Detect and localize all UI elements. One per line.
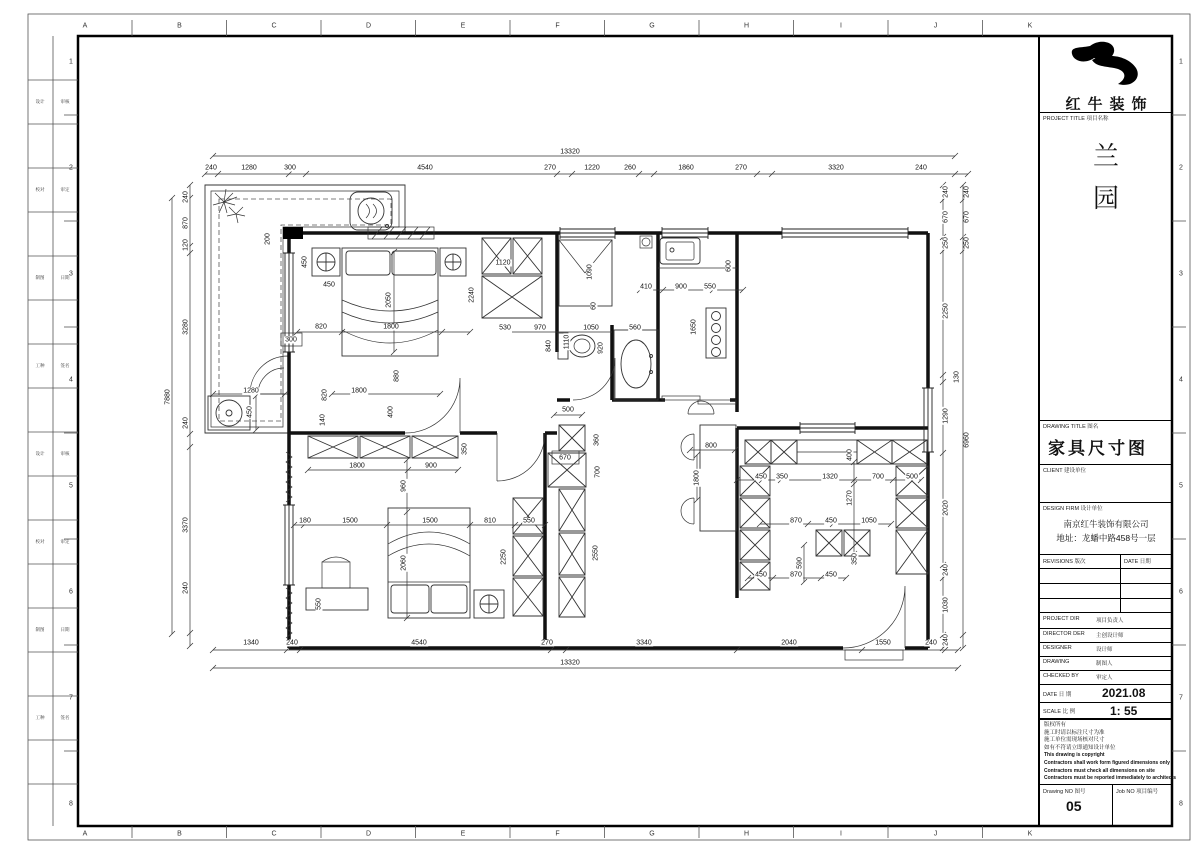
drawing-no-label: Drawing NO 图号 <box>1043 789 1086 795</box>
dim-label: 840 <box>545 340 553 352</box>
dim-label: 250 <box>942 237 950 249</box>
dim-label: 2050 <box>385 292 393 308</box>
outer-border <box>28 14 1190 840</box>
grid-letter-top: J <box>933 22 938 30</box>
strip-cell-label: 工种 <box>35 363 45 368</box>
note-line: 施工单位需现场核对尺寸 <box>1044 737 1105 744</box>
dim-label: 870 <box>790 517 802 525</box>
director-cn: 主创设计师 <box>1096 633 1124 639</box>
grid-number-right: 6 <box>1179 588 1183 596</box>
dim-label: 180 <box>299 517 311 525</box>
grid-number-right: 4 <box>1179 376 1183 384</box>
scale-value: 1: 55 <box>1110 704 1138 718</box>
designer-cn: 设计师 <box>1096 647 1113 653</box>
dim-label: 1800 <box>383 323 399 331</box>
grid-letter-top: D <box>365 22 372 30</box>
dim-label: 240 <box>942 564 950 576</box>
dim-label: 260 <box>624 164 636 172</box>
title-block <box>1038 36 1176 826</box>
grid-number-right: 5 <box>1179 482 1183 490</box>
grid-number-right: 2 <box>1179 164 1183 172</box>
dim-label: 450 <box>301 256 309 268</box>
dining-table <box>681 401 736 531</box>
strip-cell-label: 工种 <box>35 715 45 720</box>
dim-label: 700 <box>872 473 884 481</box>
nightstand2-lamp <box>474 590 504 618</box>
shower <box>559 240 612 306</box>
grid-letter-top: I <box>840 22 842 30</box>
grid-letter-bottom: J <box>933 830 938 838</box>
checked-by-label: CHECKED BY <box>1043 673 1079 679</box>
dim-label: 590 <box>796 557 804 569</box>
dim-label: 2020 <box>942 500 950 516</box>
grid-letter-bottom: D <box>365 830 372 838</box>
dim-label: 13320 <box>560 659 580 667</box>
dim-label: 240 <box>182 582 190 594</box>
dim-label: 500 <box>562 406 574 414</box>
dim-label: 450 <box>755 473 767 481</box>
grid-letter-bottom: A <box>82 830 88 838</box>
dim-label: 1320 <box>822 473 838 481</box>
dim-label: 350 <box>776 473 788 481</box>
dim-label: 920 <box>597 342 605 354</box>
dim-label: 880 <box>393 370 401 382</box>
dim-label: 600 <box>725 260 733 272</box>
dim-label: 670 <box>559 454 571 462</box>
dim-label: 960 <box>400 480 408 492</box>
grid-letter-bottom: C <box>271 830 277 838</box>
project-dir-cn: 项目负责人 <box>1096 618 1124 624</box>
dim-label: 2550 <box>592 545 600 561</box>
grid-number-right: 7 <box>1179 694 1183 702</box>
strip-cell-label: 审定 <box>60 539 70 544</box>
dim-label: 700 <box>594 466 602 478</box>
drawing-no-value: 05 <box>1066 798 1082 814</box>
grid-number-right: 1 <box>1179 58 1183 66</box>
dim-label: 240 <box>942 634 950 646</box>
dim-label: 250 <box>963 237 971 249</box>
dim-label: 4540 <box>417 164 433 172</box>
dim-label: 1280 <box>243 387 259 395</box>
grid-letter-bottom: G <box>649 830 655 838</box>
dim-label: 240 <box>182 417 190 429</box>
dim-label: 140 <box>319 414 327 426</box>
design-firm-address: 地址：龙蟠中路458号一层 <box>1056 533 1156 543</box>
dim-label: 1050 <box>861 517 877 525</box>
dim-label: 670 <box>963 211 971 223</box>
dim-label: 1800 <box>693 470 701 486</box>
strip-cell-label: 审定 <box>60 187 70 192</box>
strip-cell-label: 日期 <box>60 627 70 632</box>
grid-letter-top: B <box>177 22 182 30</box>
dim-label: 3370 <box>182 517 190 533</box>
wardrobe-bedroom2 <box>308 436 458 458</box>
grid-letter-bottom: F <box>555 830 560 838</box>
grid-number-left: 5 <box>69 482 73 490</box>
dim-label: 270 <box>544 164 556 172</box>
dim-label: 560 <box>629 324 641 332</box>
grid-number-right: 8 <box>1179 800 1183 808</box>
dim-label: 1860 <box>678 164 694 172</box>
dim-label: 270 <box>735 164 747 172</box>
dim-label: 450 <box>825 571 837 579</box>
dim-label: 870 <box>182 217 190 229</box>
drawing-title: 家具尺寸图 <box>1048 439 1148 458</box>
drawing-by-cn: 制图人 <box>1096 661 1113 667</box>
dim-label: 1500 <box>342 517 358 525</box>
grid-number-left: 7 <box>69 694 73 702</box>
dim-label: 300 <box>284 164 296 172</box>
dim-label: 3320 <box>828 164 844 172</box>
project-dir-label: PROJECT DIR <box>1043 616 1080 622</box>
dim-label: 300 <box>285 336 297 344</box>
grid-number-left: 2 <box>69 164 73 172</box>
dim-label: 1120 <box>495 259 511 267</box>
grid-letter-top: F <box>555 22 560 30</box>
copyright-notes <box>1044 722 1176 782</box>
dim-label: 400 <box>387 406 395 418</box>
director-label: DIRECTOR DER <box>1043 631 1085 637</box>
company-name: 红牛装饰 <box>1065 96 1154 113</box>
strip-cell-label: 签名 <box>60 363 70 368</box>
dim-label: 810 <box>484 517 496 525</box>
water-heater-icon <box>350 192 392 230</box>
dim-label: 550 <box>523 517 535 525</box>
design-firm-name: 南京红牛装饰有限公司 <box>1063 519 1149 529</box>
grid-letter-top: G <box>649 22 655 30</box>
dim-label: 1050 <box>583 324 599 332</box>
dim-label: 1090 <box>586 264 594 280</box>
note-line: Contractors shall work form figured dimensions only <box>1044 759 1170 766</box>
grid-letter-bottom: H <box>743 830 750 838</box>
dim-label: 2040 <box>781 639 797 647</box>
dim-label: 1550 <box>875 639 891 647</box>
dim-label: 130 <box>953 371 961 383</box>
grid-number-left: 1 <box>69 58 73 66</box>
grid-letter-top: H <box>743 22 750 30</box>
grid-number-left: 6 <box>69 588 73 596</box>
dim-label: 240 <box>963 186 971 198</box>
dim-label: 1340 <box>243 639 259 647</box>
grid-letter-top: A <box>82 22 88 30</box>
vanity-basin <box>614 330 658 400</box>
strip-cell-label: 校对 <box>35 187 45 192</box>
dim-label: 1500 <box>422 517 438 525</box>
grid-number-left: 8 <box>69 800 73 808</box>
dim-label: 240 <box>915 164 927 172</box>
inner-frame <box>78 36 1176 826</box>
dim-label: 1280 <box>241 164 257 172</box>
dim-label: 1290 <box>942 408 950 424</box>
stove-icon <box>706 308 726 358</box>
dim-label: 400 <box>846 449 854 461</box>
dim-label: 60 <box>590 302 598 310</box>
dim-label: 360 <box>593 434 601 446</box>
grid-letter-bottom: K <box>1027 830 1033 838</box>
grid-letter-top: E <box>460 22 466 30</box>
cabinet-run <box>740 440 928 590</box>
strip-cell-label: 审核 <box>60 451 70 456</box>
dim-label: 900 <box>425 462 437 470</box>
sliding-door <box>662 396 736 404</box>
strip-cell-label: 审核 <box>60 99 70 104</box>
dim-label: 550 <box>704 283 716 291</box>
dim-label: 900 <box>675 283 687 291</box>
date-label: DATE 日 期 <box>1043 692 1072 698</box>
note-line: Contractors must check all dimensions on site <box>1044 767 1155 774</box>
strip-cell-label: 制图 <box>35 275 45 280</box>
dim-label: 3340 <box>636 639 652 647</box>
grid-letter-top: C <box>271 22 277 30</box>
dim-label: 450 <box>323 281 335 289</box>
dim-label: 13320 <box>560 148 580 156</box>
kitchen-sink <box>640 236 737 268</box>
dim-label: 550 <box>315 598 323 610</box>
checked-by-cn: 审定人 <box>1096 675 1113 681</box>
drawing-title-label: DRAWING TITLE 图名 <box>1043 424 1099 430</box>
dim-label: 1110 <box>563 334 571 350</box>
dim-label: 530 <box>499 324 511 332</box>
grid-letter-bottom: B <box>177 830 182 838</box>
strip-cell-label: 设计 <box>35 451 45 456</box>
date-col-label: DATE 日期 <box>1124 559 1151 565</box>
dim-label: 3280 <box>182 319 190 335</box>
scale-label: SCALE 比 例 <box>1043 709 1076 715</box>
dim-label: 4540 <box>411 639 427 647</box>
dim-label: 450 <box>825 517 837 525</box>
dim-label: 820 <box>315 323 327 331</box>
design-firm-label: DESIGN FIRM 设计单位 <box>1043 506 1103 512</box>
dim-label: 1800 <box>351 387 367 395</box>
project-title-label: PROJECT TITLE 项目名称 <box>1043 116 1109 122</box>
date-value: 2021.08 <box>1102 686 1146 700</box>
dim-label: 410 <box>640 283 652 291</box>
strip-cell-label: 签名 <box>60 715 70 720</box>
note-line: Contractors must be reported immediately to architects <box>1044 775 1176 782</box>
dim-label: 500 <box>906 473 918 481</box>
note-line: 版权所有 <box>1044 722 1067 728</box>
grid-number-right: 3 <box>1179 270 1183 278</box>
grid-letter-bottom: E <box>460 830 466 838</box>
dim-label: 6960 <box>963 432 971 448</box>
dim-label: 2060 <box>400 555 408 571</box>
note-line: 如有不符请立即通知设计单位 <box>1044 744 1116 751</box>
dim-label: 350 <box>461 443 469 455</box>
grid-letter-bottom: I <box>840 830 842 838</box>
entry-step <box>845 650 903 660</box>
note-line: 施工时请以标注尺寸为准 <box>1044 729 1105 736</box>
wardrobe-master <box>482 238 542 318</box>
job-no-label: Job NO 项目编号 <box>1116 789 1159 795</box>
dim-label: 1270 <box>846 490 854 506</box>
dim-label: 1650 <box>690 319 698 335</box>
dim-label: 350 <box>851 553 859 565</box>
dim-label: 870 <box>790 571 802 579</box>
nightstand-lamp <box>312 248 466 276</box>
project-name-2: 园 <box>1092 184 1119 213</box>
grid-number-left: 4 <box>69 376 73 384</box>
project-name-1: 兰 <box>1092 142 1119 171</box>
company-logo-bull-icon <box>1062 40 1152 92</box>
plant-icon <box>213 189 245 223</box>
washing-machine-icon <box>208 396 250 430</box>
dim-label: 240 <box>182 191 190 203</box>
dim-label: 820 <box>321 389 329 401</box>
client-label: CLIENT 建设单位 <box>1043 468 1086 474</box>
dim-label: 240 <box>286 639 298 647</box>
strip-cell-label: 制图 <box>35 627 45 632</box>
drawing-by-label: DRAWING <box>1043 659 1070 665</box>
dim-label: 200 <box>264 233 272 245</box>
note-line: This drawing is copyright <box>1044 752 1105 759</box>
revisions-label: REVISIONS 版次 <box>1043 559 1086 565</box>
dim-label: 270 <box>541 639 553 647</box>
strip-cell-label: 校对 <box>35 539 45 544</box>
window <box>283 227 934 585</box>
grid-letter-top: K <box>1027 22 1033 30</box>
dim-label: 120 <box>182 239 190 251</box>
dim-label: 450 <box>755 571 767 579</box>
dim-label: 2250 <box>942 303 950 319</box>
dim-label: 240 <box>205 164 217 172</box>
dim-label: 670 <box>942 211 950 223</box>
dim-label: 450 <box>246 406 254 418</box>
dim-label: 1220 <box>584 164 600 172</box>
dim-label: 240 <box>925 639 937 647</box>
dim-label: 2250 <box>500 549 508 565</box>
dim-label: 7880 <box>164 389 172 405</box>
dim-label: 970 <box>534 324 546 332</box>
wall-pier <box>283 227 303 239</box>
designer-label: DESIGNER <box>1043 645 1072 651</box>
dim-label: 1030 <box>942 597 950 613</box>
dim-label: 2240 <box>468 287 476 303</box>
dim-label: 1800 <box>349 462 365 470</box>
grid-number-left: 3 <box>69 270 73 278</box>
dim-label: 240 <box>942 186 950 198</box>
dim-label: 800 <box>705 442 717 450</box>
strip-cell-label: 日期 <box>60 275 70 280</box>
strip-cell-label: 设计 <box>35 99 45 104</box>
